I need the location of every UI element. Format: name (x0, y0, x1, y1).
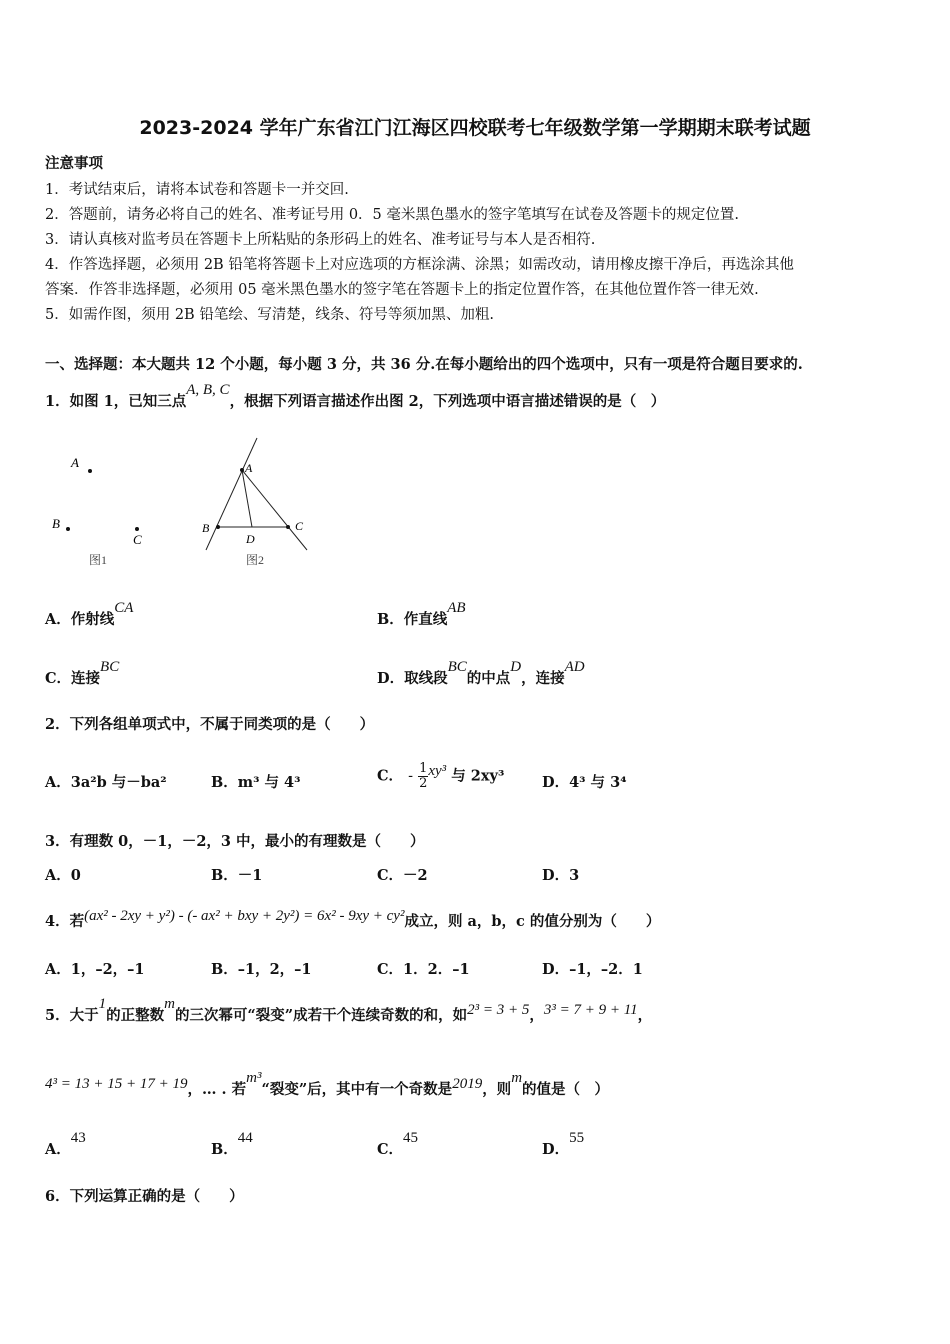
q4-option-b[interactable]: B．–1，2，–1 (211, 961, 312, 978)
q2-option-c-minus: - (408, 768, 414, 785)
fig2-point-c (286, 525, 290, 529)
q1-option-b[interactable] (377, 600, 466, 629)
question-1-stem (45, 382, 666, 411)
q5-option-c-value: 45 (403, 1130, 419, 1146)
q1-option-a[interactable] (45, 600, 134, 629)
q4-equation: (ax² - 2xy + y²) - (- ax² + bxy + 2y²) = 6x² - 9xy + cy² (84, 908, 405, 924)
q2-option-b[interactable]: B．m³ 与 4³ (211, 774, 301, 791)
q5-option-d-label: D． (542, 1141, 570, 1158)
q2-option-c-label: C． (377, 767, 404, 785)
q2-option-d[interactable]: D．4³ 与 3⁴ (542, 774, 627, 791)
q1-option-d[interactable] (377, 659, 585, 688)
q4-option-d[interactable]: D．–1，–2．1 (542, 961, 643, 978)
q5-eq2: 3³ = 7 + 9 + 11 (543, 1002, 638, 1018)
question-3-stem: 3．有理数 0，－1，－2，3 中，最小的有理数是（ ） (45, 833, 425, 850)
q1-option-d-mid: 的中点 (466, 670, 511, 687)
fig1-point-a (88, 469, 92, 473)
q2-option-c-fraction (418, 762, 428, 791)
fig2-label-c: C (295, 519, 304, 533)
question-2-stem: 2．下列各组单项式中，不属于同类项的是（ ） (45, 716, 375, 733)
fig2-label-b: B (202, 521, 210, 535)
note-item: 5．如需作图，须用 2B 铅笔绘、写清楚，线条、符号等须加黑、加粗. (45, 307, 494, 323)
q5-option-d-value: 55 (569, 1130, 585, 1146)
q5-mid4: ，则 (482, 1081, 512, 1098)
notes-heading: 注意事项 (45, 155, 103, 172)
q5-m3: m³ (246, 1070, 262, 1086)
q1-option-d-text: D．取线段 (377, 670, 448, 687)
note-item: 3．请认真核对监考员在答题卡上所粘贴的条形码上的姓名、准考证号与本人是否相符. (45, 232, 596, 248)
q5-m4: m (511, 1070, 523, 1086)
fig2-caption: 图2 (246, 553, 265, 567)
q2-option-a[interactable]: A．3a²b 与－ba² (45, 774, 167, 791)
q1-option-d-post: ，连接 (521, 670, 565, 687)
fig2-point-b (216, 525, 220, 529)
q1-math: A, B, C (186, 382, 230, 398)
q4-option-a[interactable]: A．1，–2，–1 (45, 961, 145, 978)
q5-option-c[interactable] (377, 1130, 419, 1159)
q5-option-c-label: C． (377, 1141, 404, 1158)
q1-option-c[interactable] (45, 659, 120, 688)
figure-1 (45, 445, 165, 575)
q1-option-d-math-bc: BC (447, 659, 467, 675)
q5-option-a-value: 43 (70, 1130, 86, 1146)
q4-post: 成立，则 a，b，c 的值分别为（ ） (404, 913, 661, 930)
q3-option-d[interactable]: D．3 (542, 867, 580, 884)
note-item: 4．作答选择题，必须用 2B 铅笔将答题卡上对应选项的方框涂满、涂黑；如需改动，请用橡皮擦干净后，再选涂其他 (45, 257, 794, 273)
q5-option-b-value: 44 (237, 1130, 253, 1146)
note-item: 答案．作答非选择题，必须用 05 毫米黑色墨水的签字笔在答题卡上的指定位置作答，在其他位置作答一律无效. (45, 282, 759, 298)
question-4-stem (45, 910, 660, 931)
q5-mid3: “裂变”后，其中有一个奇数是 (261, 1081, 453, 1098)
page-title: 2023-2024 学年广东省江门江海区四校联考七年级数学第一学期期末联考试题 (139, 117, 811, 139)
q1-option-a-math: CA (114, 600, 134, 616)
q3-option-a[interactable]: A．0 (45, 867, 81, 884)
question-6-stem: 6．下列运算正确的是（ ） (45, 1188, 244, 1205)
q3-option-b[interactable]: B．－1 (211, 867, 263, 884)
q5-option-a[interactable] (45, 1130, 86, 1159)
fig1-label-c: C (133, 532, 142, 547)
q2-option-c[interactable] (377, 762, 504, 791)
q1-pre: 1．如图 1，已知三点 (45, 393, 187, 410)
q1-option-d-math-ad: AD (564, 659, 585, 675)
q1-option-b-text: B．作直线 (377, 611, 448, 628)
note-item: 2．答题前，请务必将自己的姓名、准考证号用 0．5 毫米黑色墨水的签字笔填写在试卷及答题卡的规定位置. (45, 207, 739, 223)
question-5-stem-line1: 5．大于1的正整数m的三次幂可“裂变”成若干个连续奇数的和，如2³ = 3 + 5，3³ = 7 + 9 + 11， (45, 996, 653, 1024)
q1-option-c-math: BC (100, 659, 120, 675)
q2-option-c-post: 与 2xy³ (451, 767, 505, 785)
fig2-segment-ad (242, 470, 252, 527)
fraction-denominator: 2 (419, 776, 428, 791)
q5-option-d[interactable] (542, 1130, 585, 1159)
q5-pre: 5．大于 (45, 1007, 99, 1024)
q5-mid2: 的三次幂可“裂变”成若干个连续奇数的和，如 (174, 1007, 468, 1024)
q1-option-b-math: AB (447, 600, 466, 616)
fig1-caption: 图1 (89, 553, 108, 567)
note-item: 1．考试结束后，请将本试卷和答题卡一并交回. (45, 182, 349, 198)
q5-eq3: 4³ = 13 + 15 + 17 + 19 (45, 1076, 188, 1092)
q1-option-d-math-d: D (510, 659, 522, 675)
q5-option-b[interactable] (211, 1130, 253, 1159)
fig1-point-b (66, 527, 70, 531)
section-heading: 一、选择题：本大题共 12 个小题，每小题 3 分，共 36 分.在每小题给出的四个选项中，只有一项是符合题目要求的. (45, 356, 803, 373)
q4-pre: 4．若 (45, 913, 85, 930)
fig2-label-a: A (245, 461, 253, 475)
q5-option-b-label: B． (211, 1141, 238, 1158)
q5-dots: ，… . 若 (187, 1081, 247, 1098)
q5-m1: 1 (98, 996, 107, 1012)
q5-option-a-label: A． (45, 1141, 71, 1158)
q5-m2: m (164, 996, 175, 1012)
q5-mid1: 的正整数 (106, 1007, 165, 1024)
fig1-label-b: B (52, 516, 60, 531)
figure-2 (195, 432, 325, 572)
q4-option-c[interactable]: C．1．2．–1 (377, 961, 470, 978)
fig1-label-a: A (71, 455, 79, 470)
q3-option-c[interactable]: C．－2 (377, 867, 428, 884)
q1-post: ，根据下列语言描述作出图 2，下列选项中语言描述错误的是（ ） (229, 393, 666, 410)
q5-2019: 2019 (452, 1076, 483, 1092)
fig2-label-d: D (246, 532, 255, 546)
fig1-point-c (135, 527, 139, 531)
q1-option-a-text: A．作射线 (45, 611, 115, 628)
q1-option-c-text: C．连接 (45, 670, 101, 687)
question-5-stem-line2 (45, 1070, 610, 1099)
fraction-numerator: 1 (419, 761, 428, 776)
q5-eq1: 2³ = 3 + 5 (467, 1002, 530, 1018)
q2-option-c-var: xy³ (428, 762, 447, 779)
q5-end: 的值是（ ） (522, 1081, 610, 1098)
fig2-point-a (240, 468, 244, 472)
